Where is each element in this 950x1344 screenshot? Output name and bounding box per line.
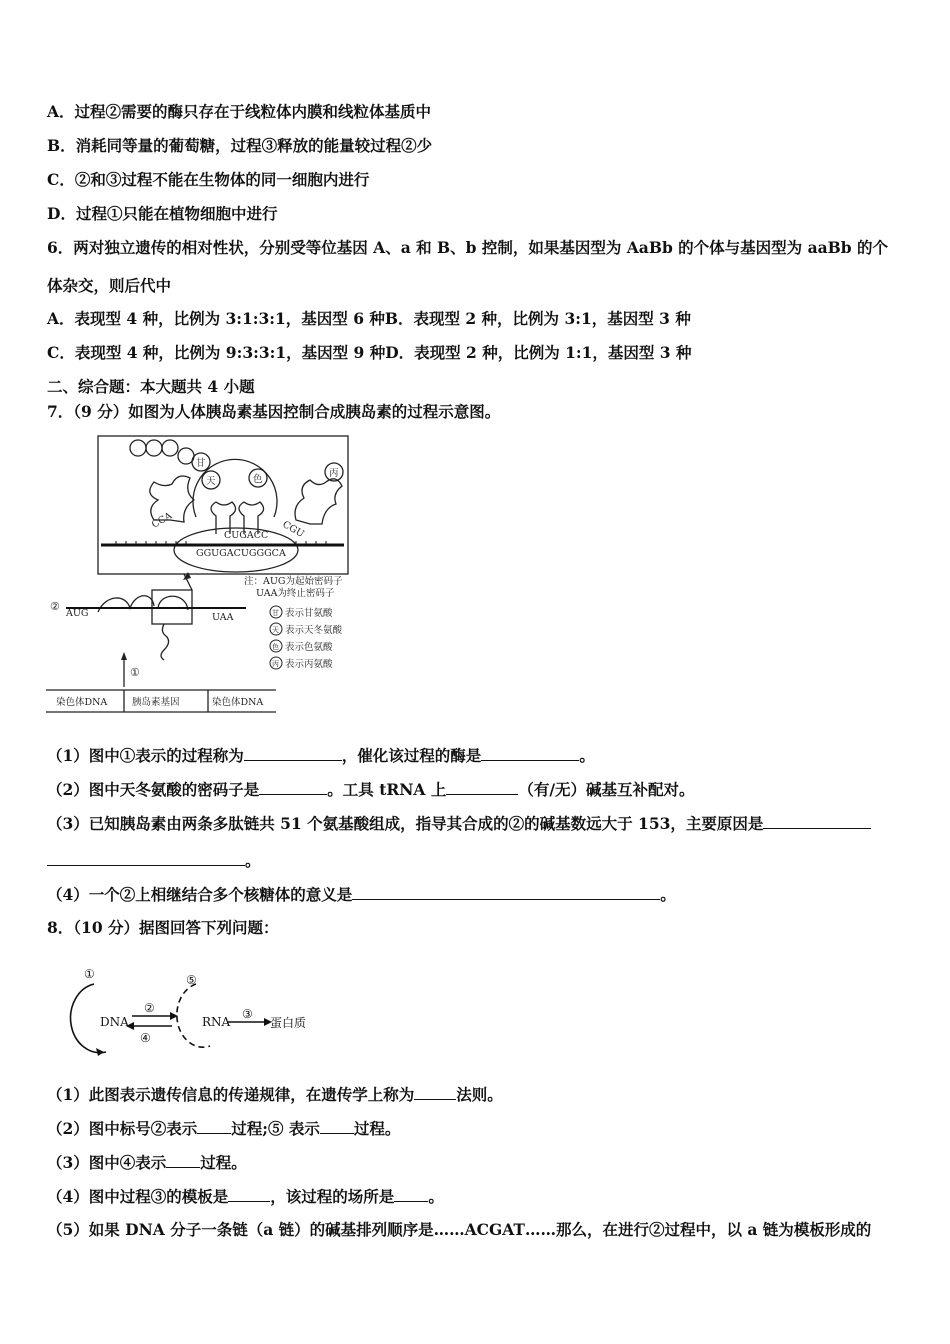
answer-blank[interactable]	[259, 779, 327, 795]
note-line-3: 表示甘氨酸	[285, 608, 333, 619]
q7-figure	[46, 432, 376, 717]
mrna-seq-label: GGUGACUGGGCA	[196, 548, 286, 559]
note-gan-symbol: 甘	[272, 609, 279, 617]
fig-dna-label: DNA	[100, 1015, 129, 1029]
fig-protein-label: 蛋白质	[270, 1016, 307, 1030]
note-line-2: UAA为终止密码子	[256, 588, 335, 599]
aug-label: AUG	[66, 608, 89, 619]
answer-blank[interactable]	[244, 745, 342, 761]
q7-sub2: （2）图中天冬氨酸的密码子是 。工具 tRNA 上 （有/无）碱基互补配对。	[47, 780, 695, 799]
q7-sub1: （1）图中①表示的过程称为 ，催化该过程的酶是 。	[47, 746, 595, 765]
q8-sub2: （2）图中标号②表示 过程;⑤ 表示 过程。	[47, 1119, 401, 1138]
dna-segment-right: 染色体DNA	[212, 697, 264, 708]
fig-num-2: ②	[144, 1001, 155, 1015]
answer-blank[interactable]	[197, 1118, 231, 1134]
amino-acid-bead	[162, 440, 178, 456]
aa-bing-label: 丙	[329, 468, 339, 479]
uaa-label: UAA	[212, 612, 234, 623]
dna-segment-gene: 胰岛素基因	[132, 697, 180, 708]
answer-blank[interactable]	[763, 813, 871, 829]
note-line-4: 表示天冬氨酸	[285, 625, 343, 636]
q8-sub4: （4）图中过程③的模板是 ，该过程的场所是 。	[47, 1187, 444, 1206]
q8-figure	[60, 968, 320, 1060]
amino-acid-bead	[146, 440, 162, 456]
anticodon-left-label: CCA	[150, 510, 175, 531]
answer-blank[interactable]	[352, 884, 660, 900]
note-se-symbol: 色	[272, 643, 279, 651]
q8-stem: 8．（10 分）据图回答下列问题：	[47, 918, 279, 937]
polypeptide-chain	[161, 624, 169, 660]
q8-sub3: （3）图中④表示 过程。	[47, 1153, 247, 1172]
answer-blank[interactable]	[394, 1186, 428, 1202]
q6-stem-line1: 6．两对独立遗传的相对性状，分别受等位基因 A、a 和 B、b 控制，如果基因型为 AaBb 的个体与基因型为 aaBb 的个	[47, 238, 888, 257]
aa-se-label: 色	[253, 474, 263, 485]
note-line-6: 表示丙氨酸	[285, 659, 333, 670]
anticodon-seq-label: CUGACC	[224, 530, 269, 541]
q5-option-b: B．消耗同等量的葡萄糖，过程③释放的能量较过程②少	[47, 136, 433, 155]
answer-blank[interactable]	[47, 850, 245, 866]
q7-sub4: （4）一个②上相继结合多个核糖体的意义是 。	[47, 885, 676, 904]
ribosome-small	[98, 596, 154, 612]
q5-option-c: C．②和③过程不能在生物体的同一细胞内进行	[47, 170, 370, 189]
fig-rna-label: RNA	[202, 1015, 231, 1029]
note-tian-symbol: 天	[272, 626, 279, 634]
q5-option-a: A．过程②需要的酶只存在于线粒体内膜和线粒体基质中	[47, 102, 432, 121]
q6-options-cd: C．表现型 4 种，比例为 9:3:3:1，基因型 9 种D．表现型 2 种，比例为 1:1，基因型 3 种	[47, 343, 692, 362]
note-line-1: 注：AUG为起始密码子	[244, 576, 343, 587]
dna-segment-left: 染色体DNA	[56, 697, 108, 708]
aa-tian-label: 天	[206, 476, 216, 487]
q5-option-d: D．过程①只能在植物细胞中进行	[47, 204, 278, 223]
fig-num-3: ③	[242, 1007, 253, 1021]
process-1-label: ①	[130, 666, 140, 679]
answer-blank[interactable]	[414, 1084, 456, 1100]
trna-left	[150, 476, 194, 522]
note-bing-symbol: 丙	[272, 660, 279, 668]
amino-acid-bead	[130, 440, 146, 456]
q7-sub3: （3）已知胰岛素由两条多肽链共 51 个氨基酸组成，指导其合成的②的碱基数远大于 153，主要原因是	[47, 813, 871, 834]
strand-2-label: ②	[50, 600, 60, 613]
answer-blank[interactable]	[166, 1152, 200, 1168]
anticodon-right-label: CGU	[280, 519, 306, 541]
q7-stem: 7．（9 分）如图为人体胰岛素基因控制合成胰岛素的过程示意图。	[47, 402, 501, 421]
trna-right	[295, 479, 342, 524]
q8-sub5: （5）如果 DNA 分子一条链（a 链）的碱基排列顺序是……ACGAT……那么，在进行②过程中，以 a 链为模板形成的	[47, 1220, 872, 1239]
aa-gan-label: 甘	[196, 458, 206, 469]
fig-num-4: ④	[140, 1031, 151, 1045]
fig-num-1: ①	[84, 968, 95, 981]
answer-blank[interactable]	[446, 779, 518, 795]
note-line-5: 表示色氨酸	[285, 642, 333, 653]
answer-blank[interactable]	[228, 1186, 270, 1202]
q6-stem-line2: 体杂交，则后代中	[47, 276, 172, 295]
section2-title: 二、综合题：本大题共 4 小题	[47, 377, 255, 396]
q8-sub1: （1）此图表示遗传信息的传递规律，在遗传学上称为 法则。	[47, 1085, 503, 1104]
fig-num-5: ⑤	[186, 973, 197, 987]
q6-options-ab: A．表现型 4 种，比例为 3:1:3:1，基因型 6 种B．表现型 2 种，比例为 3:1，基因型 3 种	[47, 309, 691, 328]
answer-blank[interactable]	[481, 745, 579, 761]
answer-blank[interactable]	[320, 1118, 354, 1134]
q7-sub3-cont: 。	[47, 850, 261, 871]
